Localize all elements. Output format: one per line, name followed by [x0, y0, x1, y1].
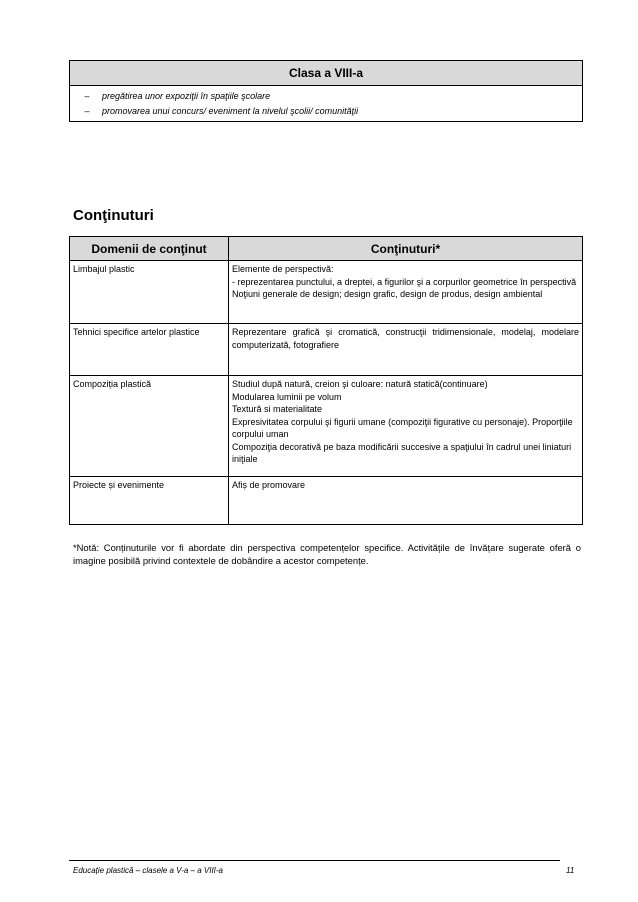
content-line: Modularea luminii pe volum [232, 391, 342, 402]
list-item-text: pregătirea unor expoziţii în spaţiile şcolare [102, 90, 271, 101]
domain-cell: Tehnici specifice artelor plastice [70, 324, 229, 376]
contents-cell [229, 324, 583, 376]
table-row [70, 376, 583, 477]
content-line: Expresivitatea corpului şi figurii umane (compoziţii figurative cu personaje). Proporţiile corpului uman [232, 416, 573, 439]
table-row [70, 324, 583, 376]
content-line: Elemente de perspectivă: [232, 264, 334, 274]
contents-cell [229, 376, 583, 477]
list-item [70, 103, 582, 118]
grade-activities-table [69, 60, 583, 122]
list-item-text: promovarea unui concurs/ eveniment la nivelul şcolii/ comunităţii [102, 105, 359, 116]
content-line: - reprezentarea punctului, a dreptei, a figurilor şi a corpurilor geometrice în perspectivă [232, 276, 577, 287]
table-row [70, 477, 583, 525]
content-line: Textură si materialitate [232, 404, 323, 414]
domain-cell: Limbajul plastic [70, 261, 229, 324]
grade-title: Clasa a VIII-a [70, 61, 583, 86]
content-line: Noţiuni generale de design; design grafic, design de produs, design ambiental [232, 289, 543, 299]
domain-cell: Proiecte și evenimente [70, 477, 229, 525]
dash-bullet: – [84, 105, 90, 116]
footer-title: Educație plastică – clasele a V-a – a VIII-a [73, 866, 224, 875]
section-title: Conţinuturi [73, 207, 154, 224]
activities-list [70, 86, 583, 122]
content-line: Studiul după natură, creion şi culoare: natură statică(continuare) [232, 379, 488, 389]
contents-cell [229, 477, 583, 525]
list-item [70, 88, 582, 103]
content-line: Compoziţia decorativă pe baza modificării succesive a spaţiului în cadrul unei liniaturi iniţiale [232, 441, 572, 464]
contents-cell [229, 261, 583, 324]
content-line: Afiș de promovare [232, 480, 306, 490]
dash-bullet: – [84, 90, 90, 101]
table-row [70, 261, 583, 324]
column-header-contents: Conţinuturi* [229, 237, 583, 261]
column-header-domains: Domenii de conţinut [70, 237, 229, 261]
contents-table [69, 236, 583, 525]
footnote: *Notă: Conținuturile vor fi abordate din perspectiva competențelor specifice. Activitățile de învățare sugerate oferă o imagine posibilă privind contextele de dobândire a acestor competențe. [73, 542, 581, 566]
domain-cell: Compoziția plastică [70, 376, 229, 477]
content-line: Reprezentare grafică şi cromatică, construcţii tridimensionale, modelaj, modelare computerizată, fotografiere [232, 327, 579, 350]
footer-divider [69, 860, 560, 861]
page-number: 11 [566, 866, 575, 875]
